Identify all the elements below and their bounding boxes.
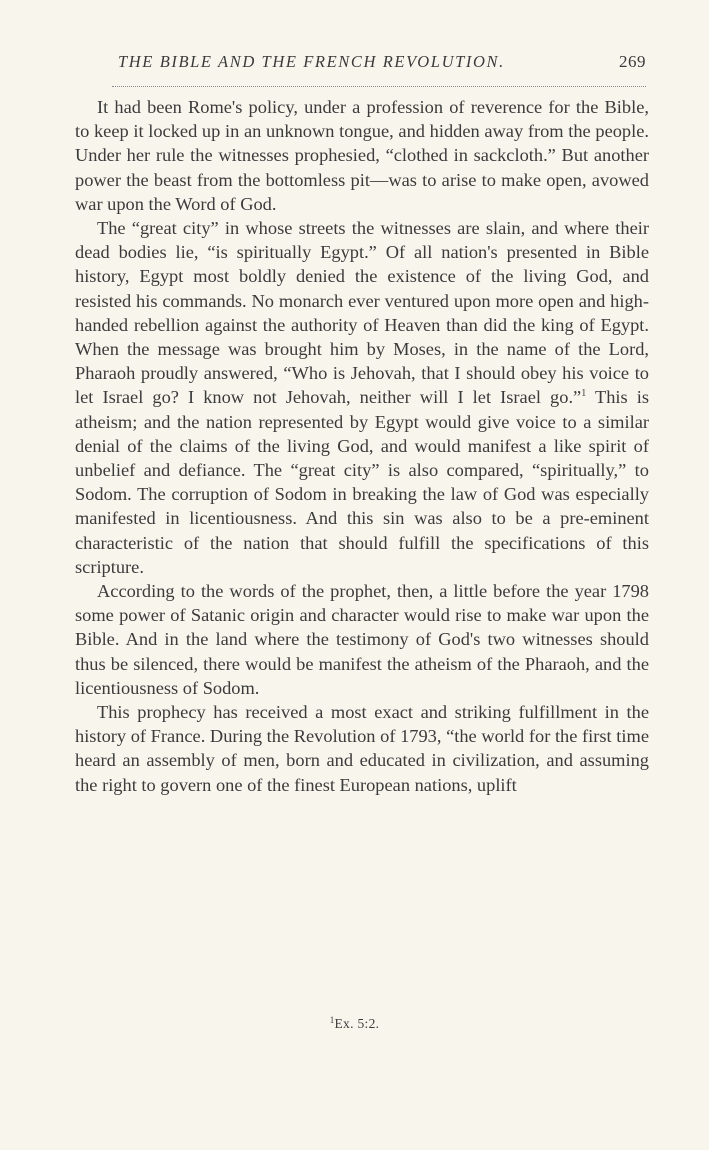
paragraph-2-continuation: This is atheism; and the nation represented by Egypt would give voice to a similar denial of the claims of the living God, and would manifest a like spirit of unbelief and defiance. The “great city” is also compared, “spiritually,” to Sodom. The corruption of Sodom in breaking the law of God was especially manifested in licentiousness. And this sin was also to be a pre-eminent characteristic of the nation that should fulfill the specifications of this scripture. [75,387,650,577]
footnote-reference: 1 [581,388,587,400]
paragraph-4-text: This prophecy has received a most exact and striking fulfillment in the history of France. During the Revolution of 1793, “the world for the first time heard an assembly of men, born and educated in civilization, and assuming the right to govern one of the finest European nations, uplift [75,702,649,795]
footnote [0,1016,709,1032]
paragraph-3-text: According to the words of the prophet, then, a little before the year 1798 some power of Satanic origin and character would rise to make war upon the Bible. And in the land where the testimony of God's two witnesses should thus be silenced, there would be manifest the atheism of the Pharaoh, and the licentiousness of Sodom. [75,581,649,698]
footnote-text: Ex. 5:2. [334,1016,380,1031]
paragraph-1 [75,95,649,216]
paragraph-1-text: It had been Rome's policy, under a profession of reverence for the Bible, to keep it locked up in an unknown tongue, and hidden away from the people. Under her rule the witnesses prophesied, “clothed in sackcloth.” But another power the beast from the bottomless pit—was to arise to make open, avowed war upon the Word of God. [75,97,649,214]
running-head [108,52,648,78]
paragraph-2 [75,216,649,579]
paragraph-4 [75,700,649,797]
paragraph-3 [75,579,649,700]
footnote-mark: 1 [329,1015,335,1025]
running-title: THE BIBLE AND THE FRENCH REVOLUTION. [118,52,505,71]
page-number: 269 [619,52,646,71]
body-text [75,95,649,797]
paragraph-2-text: The “great city” in whose streets the witnesses are slain, and where their dead bodies lie, “is spiritually Egypt.” Of all nation's presented in Bible history, Egypt most boldly denied the existence of the living God, and resisted his commands. No monarch ever ventured upon more open and high-handed rebellion against the authority of Heaven than did the king of Egypt. When the message was brought him by Moses, in the name of the Lord, Pharaoh proudly answered, “Who is Jehovah, that I should obey his voice to let Israel go? I know not Jehovah, neither will I let Israel go.” [75,218,649,408]
header-rule [112,86,646,87]
